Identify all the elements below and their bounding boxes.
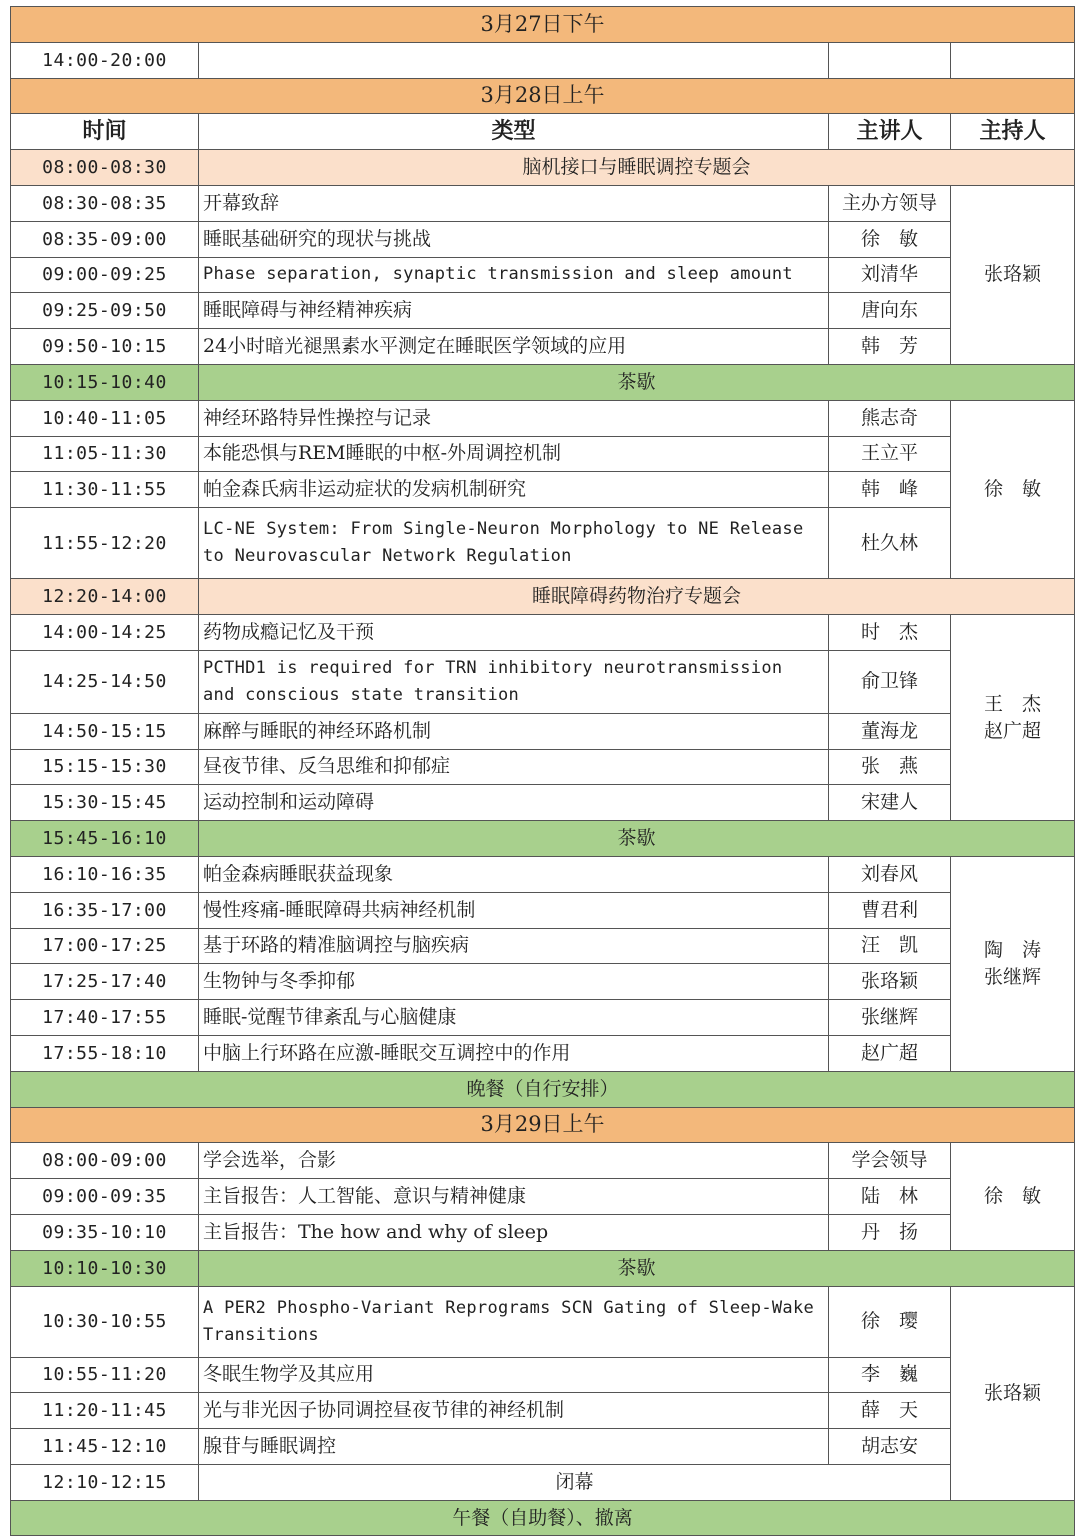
host-name: 王 杰 xyxy=(984,692,1042,715)
time-cell: 15:15-15:30 xyxy=(11,749,199,785)
day-title: 3月28日上午 xyxy=(11,78,1075,114)
day-header-row xyxy=(11,78,1075,114)
table-row xyxy=(11,1000,1075,1036)
topic-cell: 神经环路特异性操控与记录 xyxy=(199,400,829,436)
time-cell: 14:00-20:00 xyxy=(11,42,199,78)
table-row xyxy=(11,785,1075,821)
time-cell: 11:05-11:30 xyxy=(11,436,199,472)
table-row xyxy=(11,964,1075,1000)
topic-cell: 基于环路的精准脑调控与脑疾病 xyxy=(199,928,829,964)
time-cell: 17:40-17:55 xyxy=(11,1000,199,1036)
table-row xyxy=(11,508,1075,579)
time-cell: 09:35-10:10 xyxy=(11,1214,199,1250)
speaker-cell: 杜久林 xyxy=(829,508,951,579)
speaker-cell: 薛 天 xyxy=(829,1393,951,1429)
time-cell: 15:45-16:10 xyxy=(11,821,199,857)
day-title: 3月27日下午 xyxy=(11,7,1075,43)
topic-cell: 冬眠生物学及其应用 xyxy=(199,1357,829,1393)
time-cell: 17:00-17:25 xyxy=(11,928,199,964)
topic-cell: 睡眠-觉醒节律紊乱与心脑健康 xyxy=(199,1000,829,1036)
tea-break-row xyxy=(11,1250,1075,1286)
speaker-cell: 宋建人 xyxy=(829,785,951,821)
topic-cell: 运动控制和运动障碍 xyxy=(199,785,829,821)
time-cell: 09:50-10:15 xyxy=(11,329,199,365)
speaker-cell: 学会领导 xyxy=(829,1143,951,1179)
topic-cell: 学会选举，合影 xyxy=(199,1143,829,1179)
topic-cell: 昼夜节律、反刍思维和抑郁症 xyxy=(199,749,829,785)
time-cell: 08:30-08:35 xyxy=(11,185,199,221)
speaker-cell: 李 巍 xyxy=(829,1357,951,1393)
topic-cell: 生物钟与冬季抑郁 xyxy=(199,964,829,1000)
table-row xyxy=(11,1286,1075,1357)
header-type: 类型 xyxy=(199,114,829,150)
session-title: 睡眠障碍药物治疗专题会 xyxy=(199,579,1075,615)
time-cell: 14:50-15:15 xyxy=(11,713,199,749)
day-header-row xyxy=(11,7,1075,43)
topic-cell: 腺苷与睡眠调控 xyxy=(199,1429,829,1465)
time-cell: 16:35-17:00 xyxy=(11,892,199,928)
speaker-cell: 张 燕 xyxy=(829,749,951,785)
schedule-table xyxy=(10,6,1075,1536)
speaker-cell: 张珞颖 xyxy=(829,964,951,1000)
speaker-cell: 徐 璎 xyxy=(829,1286,951,1357)
topic-cell: 慢性疼痛-睡眠障碍共病神经机制 xyxy=(199,892,829,928)
session-row xyxy=(11,579,1075,615)
time-cell: 11:30-11:55 xyxy=(11,472,199,508)
host-cell: 徐 敏 xyxy=(951,1143,1075,1250)
host-cell xyxy=(951,614,1075,820)
time-cell: 11:20-11:45 xyxy=(11,1393,199,1429)
speaker-cell: 时 杰 xyxy=(829,614,951,650)
tea-break-row xyxy=(11,821,1075,857)
table-row xyxy=(11,42,1075,78)
topic-cell: 开幕致辞 xyxy=(199,185,829,221)
host-name: 赵广超 xyxy=(984,719,1042,742)
table-row xyxy=(11,614,1075,650)
table-row xyxy=(11,293,1075,329)
dinner-row xyxy=(11,1071,1075,1107)
topic-cell: 帕金森氏病非运动症状的发病机制研究 xyxy=(199,472,829,508)
table-row xyxy=(11,1143,1075,1179)
topic-cell: Phase separation, synaptic transmission and sleep amount xyxy=(199,257,829,293)
topic-cell: 光与非光因子协同调控昼夜节律的神经机制 xyxy=(199,1393,829,1429)
table-row xyxy=(11,749,1075,785)
speaker-cell: 俞卫锋 xyxy=(829,650,951,713)
schedule xyxy=(10,6,1074,1536)
lunch-label: 午餐（自助餐）、撤离 xyxy=(11,1500,1075,1536)
time-cell: 17:25-17:40 xyxy=(11,964,199,1000)
header-speaker: 主讲人 xyxy=(829,114,951,150)
time-cell: 11:45-12:10 xyxy=(11,1429,199,1465)
session-title: 脑机接口与睡眠调控专题会 xyxy=(199,150,1075,186)
table-row xyxy=(11,713,1075,749)
host-cell xyxy=(951,856,1075,1071)
time-cell: 10:55-11:20 xyxy=(11,1357,199,1393)
column-header-row xyxy=(11,114,1075,150)
table-row xyxy=(11,436,1075,472)
table-row xyxy=(11,257,1075,293)
time-cell: 09:00-09:25 xyxy=(11,257,199,293)
speaker-cell: 刘清华 xyxy=(829,257,951,293)
table-row xyxy=(11,1214,1075,1250)
topic-cell xyxy=(199,42,829,78)
time-cell: 08:00-09:00 xyxy=(11,1143,199,1179)
time-cell: 12:10-12:15 xyxy=(11,1464,199,1500)
speaker-cell: 胡志安 xyxy=(829,1429,951,1465)
topic-cell: 睡眠障碍与神经精神疾病 xyxy=(199,293,829,329)
speaker-cell: 韩 芳 xyxy=(829,329,951,365)
topic-cell: 睡眠基础研究的现状与挑战 xyxy=(199,221,829,257)
speaker-cell: 王立平 xyxy=(829,436,951,472)
break-label: 茶歇 xyxy=(199,364,1075,400)
table-row xyxy=(11,221,1075,257)
time-cell: 11:55-12:20 xyxy=(11,508,199,579)
speaker-cell xyxy=(829,42,951,78)
topic-cell: LC-NE System: From Single-Neuron Morphology to NE Release to Neurovascular Network Regulation xyxy=(199,508,829,579)
speaker-cell: 张继辉 xyxy=(829,1000,951,1036)
speaker-cell: 主办方领导 xyxy=(829,185,951,221)
speaker-cell: 唐向东 xyxy=(829,293,951,329)
header-host: 主持人 xyxy=(951,114,1075,150)
time-cell: 08:00-08:30 xyxy=(11,150,199,186)
speaker-cell: 曹君利 xyxy=(829,892,951,928)
dinner-label: 晚餐（自行安排） xyxy=(11,1071,1075,1107)
day-title: 3月29日上午 xyxy=(11,1107,1075,1143)
topic-cell: 麻醉与睡眠的神经环路机制 xyxy=(199,713,829,749)
table-row xyxy=(11,928,1075,964)
table-row xyxy=(11,892,1075,928)
topic-cell: 药物成瘾记忆及干预 xyxy=(199,614,829,650)
topic-cell: PCTHD1 is required for TRN inhibitory neurotransmission and conscious state transition xyxy=(199,650,829,713)
speaker-cell: 陆 林 xyxy=(829,1179,951,1215)
speaker-cell: 赵广超 xyxy=(829,1035,951,1071)
topic-cell: A PER2 Phospho-Variant Reprograms SCN Gating of Sleep-Wake Transitions xyxy=(199,1286,829,1357)
topic-cell: 中脑上行环路在应激-睡眠交互调控中的作用 xyxy=(199,1035,829,1071)
table-row xyxy=(11,856,1075,892)
speaker-cell: 刘春风 xyxy=(829,856,951,892)
time-cell: 09:25-09:50 xyxy=(11,293,199,329)
host-cell: 张珞颖 xyxy=(951,185,1075,364)
session-row xyxy=(11,150,1075,186)
time-cell: 09:00-09:35 xyxy=(11,1179,199,1215)
table-row xyxy=(11,472,1075,508)
time-cell: 10:10-10:30 xyxy=(11,1250,199,1286)
host-name: 陶 涛 xyxy=(984,938,1042,961)
speaker-cell: 丹 扬 xyxy=(829,1214,951,1250)
tea-break-row xyxy=(11,364,1075,400)
time-cell: 10:15-10:40 xyxy=(11,364,199,400)
time-cell: 16:10-16:35 xyxy=(11,856,199,892)
table-row xyxy=(11,1179,1075,1215)
lunch-row xyxy=(11,1500,1075,1536)
speaker-cell: 汪 凯 xyxy=(829,928,951,964)
table-row xyxy=(11,1035,1075,1071)
table-row xyxy=(11,1393,1075,1429)
time-cell: 10:40-11:05 xyxy=(11,400,199,436)
topic-cell: 帕金森病睡眠获益现象 xyxy=(199,856,829,892)
table-row xyxy=(11,650,1075,713)
table-row xyxy=(11,1357,1075,1393)
table-row xyxy=(11,1429,1075,1465)
host-cell xyxy=(951,42,1075,78)
closing-label: 闭幕 xyxy=(199,1464,951,1500)
host-cell: 张珞颖 xyxy=(951,1286,1075,1500)
time-cell: 12:20-14:00 xyxy=(11,579,199,615)
table-row xyxy=(11,185,1075,221)
topic-cell: 24小时暗光褪黑素水平测定在睡眠医学领域的应用 xyxy=(199,329,829,365)
host-name: 张继辉 xyxy=(984,965,1042,988)
header-time: 时间 xyxy=(11,114,199,150)
topic-cell: 主旨报告：The how and why of sleep xyxy=(199,1214,829,1250)
table-row xyxy=(11,400,1075,436)
speaker-cell: 韩 峰 xyxy=(829,472,951,508)
time-cell: 08:35-09:00 xyxy=(11,221,199,257)
time-cell: 15:30-15:45 xyxy=(11,785,199,821)
topic-cell: 本能恐惧与REM睡眠的中枢-外周调控机制 xyxy=(199,436,829,472)
host-cell: 徐 敏 xyxy=(951,400,1075,578)
speaker-cell: 徐 敏 xyxy=(829,221,951,257)
day-header-row xyxy=(11,1107,1075,1143)
topic-cell: 主旨报告：人工智能、意识与精神健康 xyxy=(199,1179,829,1215)
closing-row xyxy=(11,1464,1075,1500)
time-cell: 17:55-18:10 xyxy=(11,1035,199,1071)
break-label: 茶歇 xyxy=(199,1250,1075,1286)
break-label: 茶歇 xyxy=(199,821,1075,857)
speaker-cell: 熊志奇 xyxy=(829,400,951,436)
time-cell: 10:30-10:55 xyxy=(11,1286,199,1357)
time-cell: 14:25-14:50 xyxy=(11,650,199,713)
time-cell: 14:00-14:25 xyxy=(11,614,199,650)
speaker-cell: 董海龙 xyxy=(829,713,951,749)
table-row xyxy=(11,329,1075,365)
